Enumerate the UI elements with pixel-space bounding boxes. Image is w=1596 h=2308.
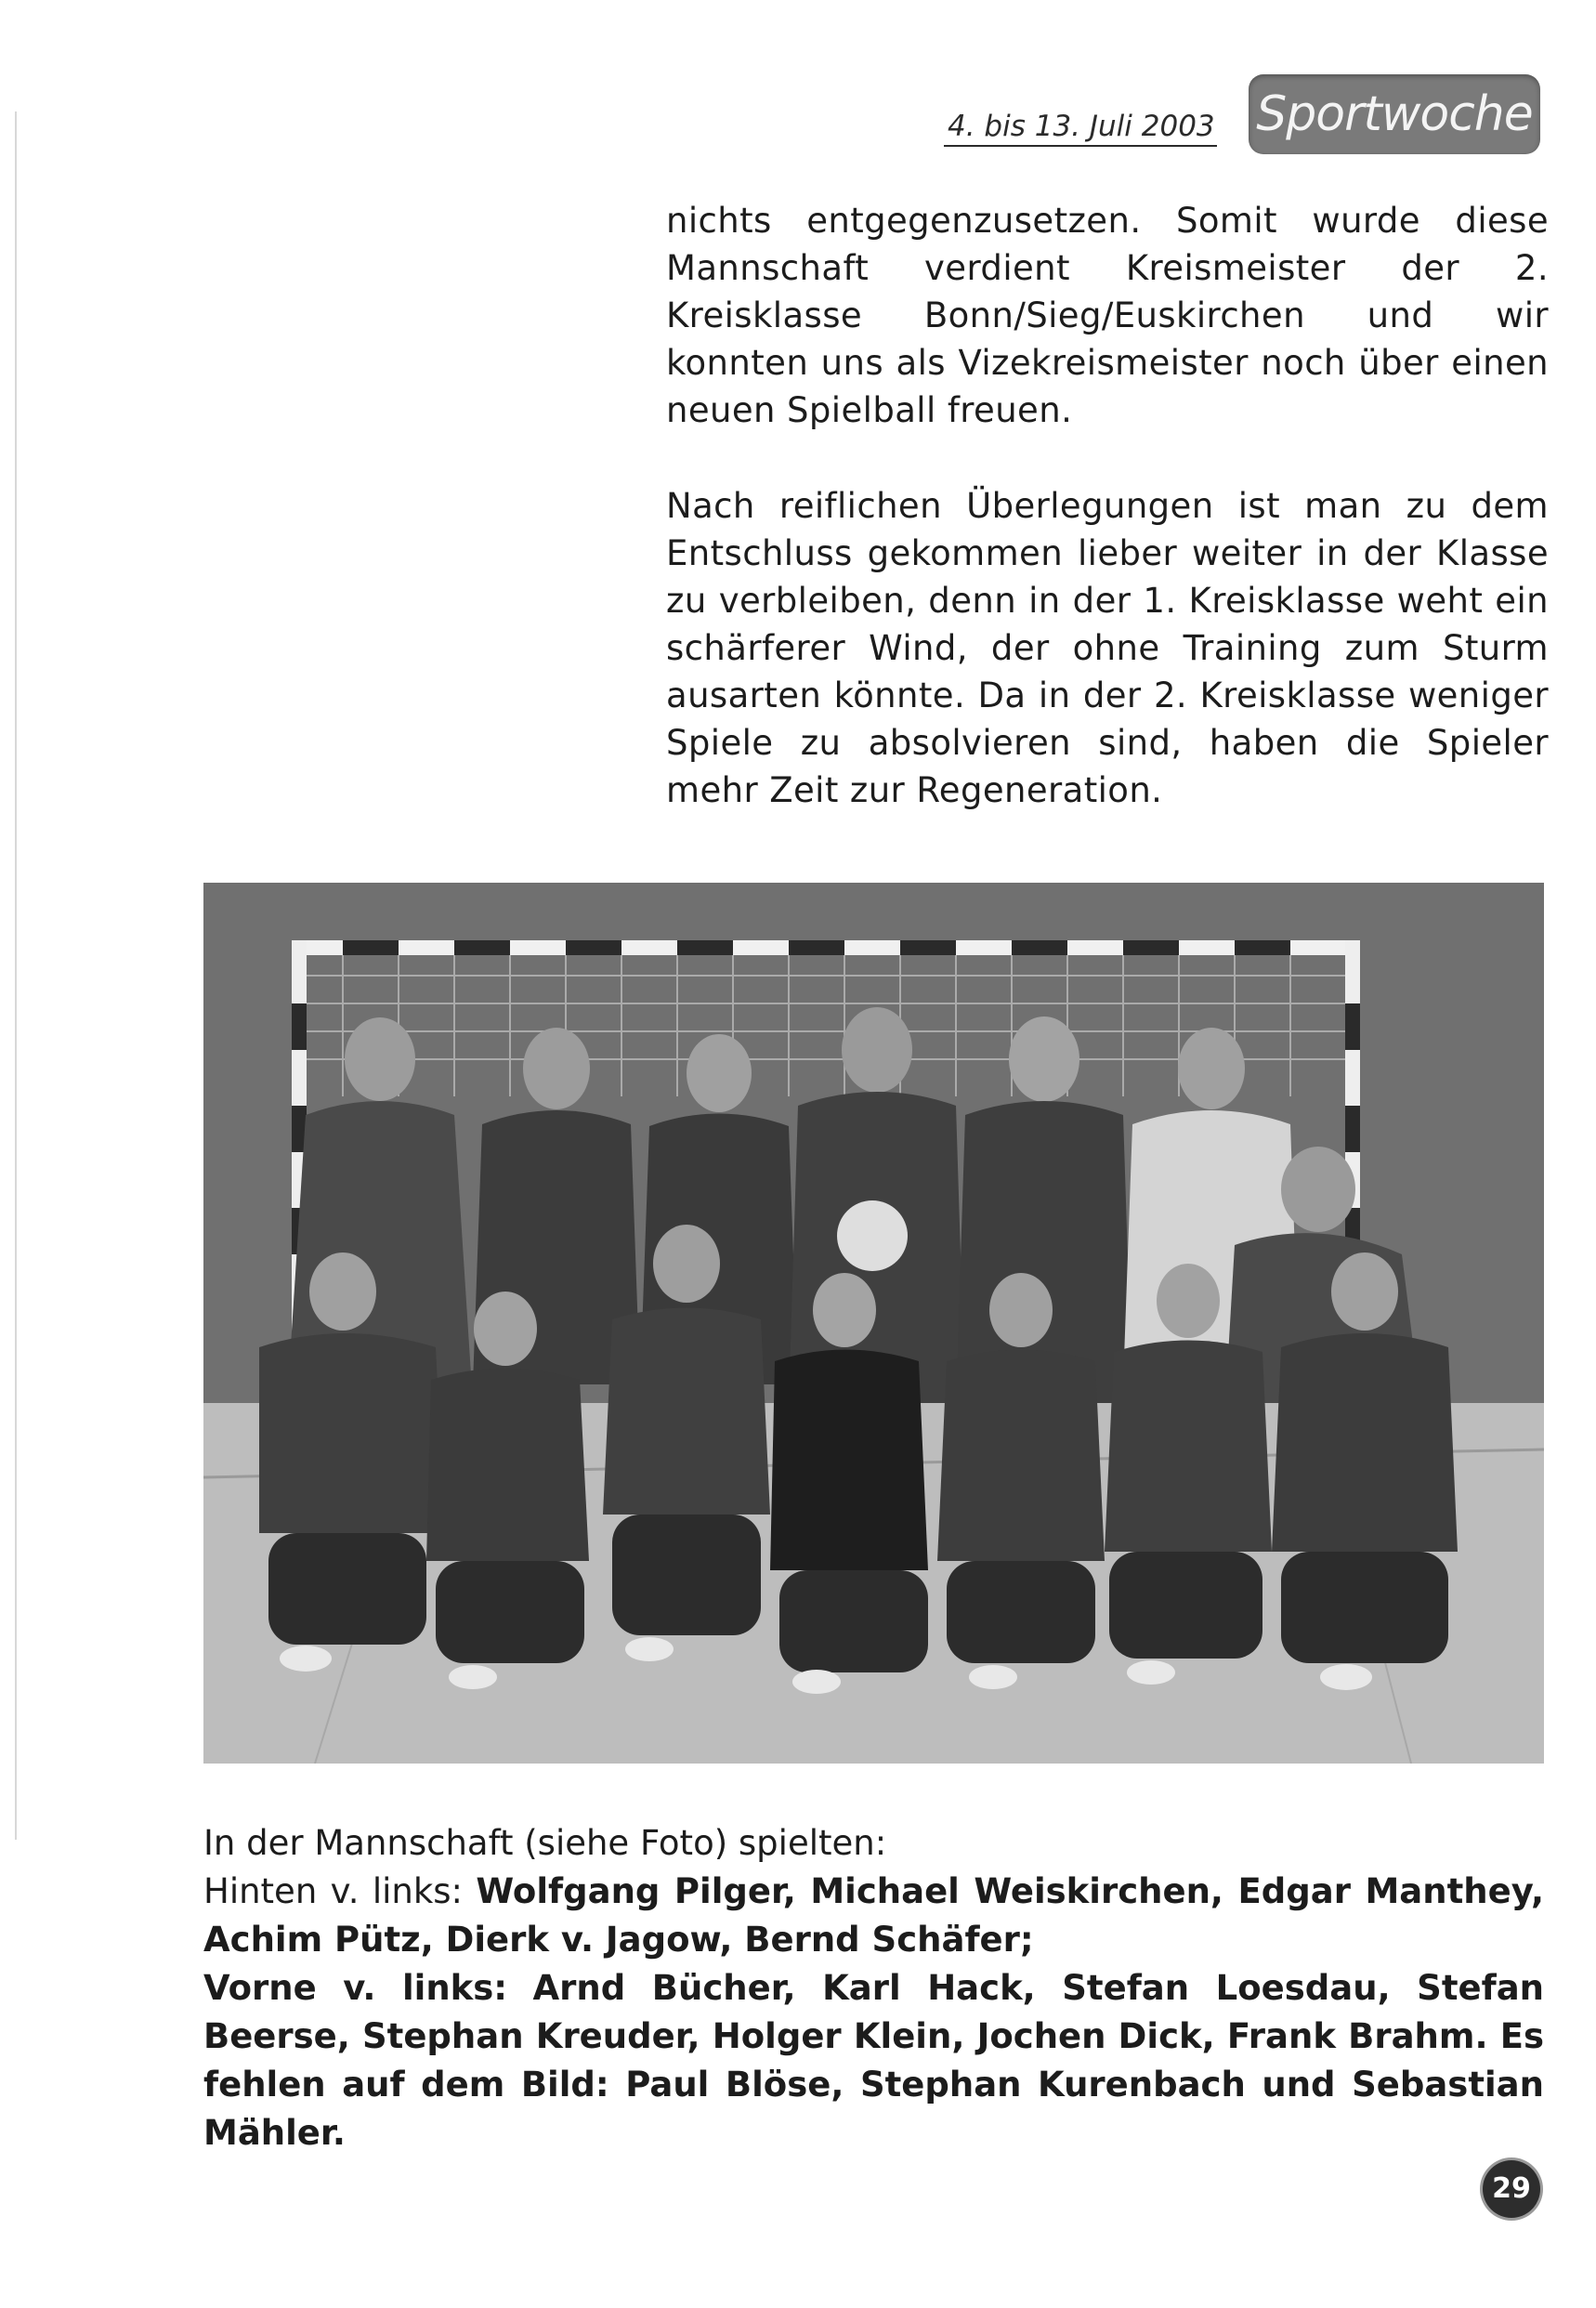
front-row-label: Vorne v. links:	[203, 1968, 508, 2008]
back-row-label: Hinten v. links:	[203, 1871, 464, 1911]
caption-intro: In der Mannschaft (siehe Foto) spielten:	[203, 1823, 887, 1863]
front-row-names: Arnd Bücher, Karl Hack, Stefan Loesdau, Stefan Beerse, Stephan Kreuder, Holger Klein, Jochen Dick, Frank Brahm. Es fehlen auf dem Bild: Paul Blöse, Stephan Kurenbach und Sebastian Mähler.	[203, 1968, 1545, 2153]
article-paragraph-1: nichts entgegenzusetzen. Somit wurde diese Mannschaft verdient Kreismeister der 2. Kreisklasse Bonn/Sieg/Euskirchen und wir konnten uns als Vizekreismeister noch über einen neuen Spielball freuen.	[666, 201, 1549, 430]
header-date-range: 4. bis 13. Juli 2003	[944, 110, 1217, 147]
page-number-badge: 29	[1483, 2160, 1540, 2218]
section-badge: Sportwoche	[1249, 74, 1540, 154]
team-photo-illustration	[203, 883, 1544, 1764]
team-photo	[203, 883, 1544, 1764]
article-paragraph-2: Nach reiflichen Überlegungen ist man zu dem Entschluss gekommen lieber weiter in der Klasse zu verbleiben, denn in der 1. Kreisklasse weht ein schärferer Wind, der ohne Training zum Sturm ausarten könnte. Da in der 2. Kreisklasse weniger Spiele zu absolvieren sind, haben die Spieler mehr Zeit zur Regeneration.	[666, 486, 1549, 810]
back-row-names: Wolfgang Pilger, Michael Weiskirchen, Edgar Manthey, Achim Pütz, Dierk v. Jagow, Bernd Schäfer;	[203, 1871, 1544, 1960]
photo-caption	[203, 1819, 1544, 2157]
caption-player-list	[203, 1868, 1544, 2157]
article-text	[666, 197, 1549, 862]
binding-edge	[15, 111, 17, 1840]
